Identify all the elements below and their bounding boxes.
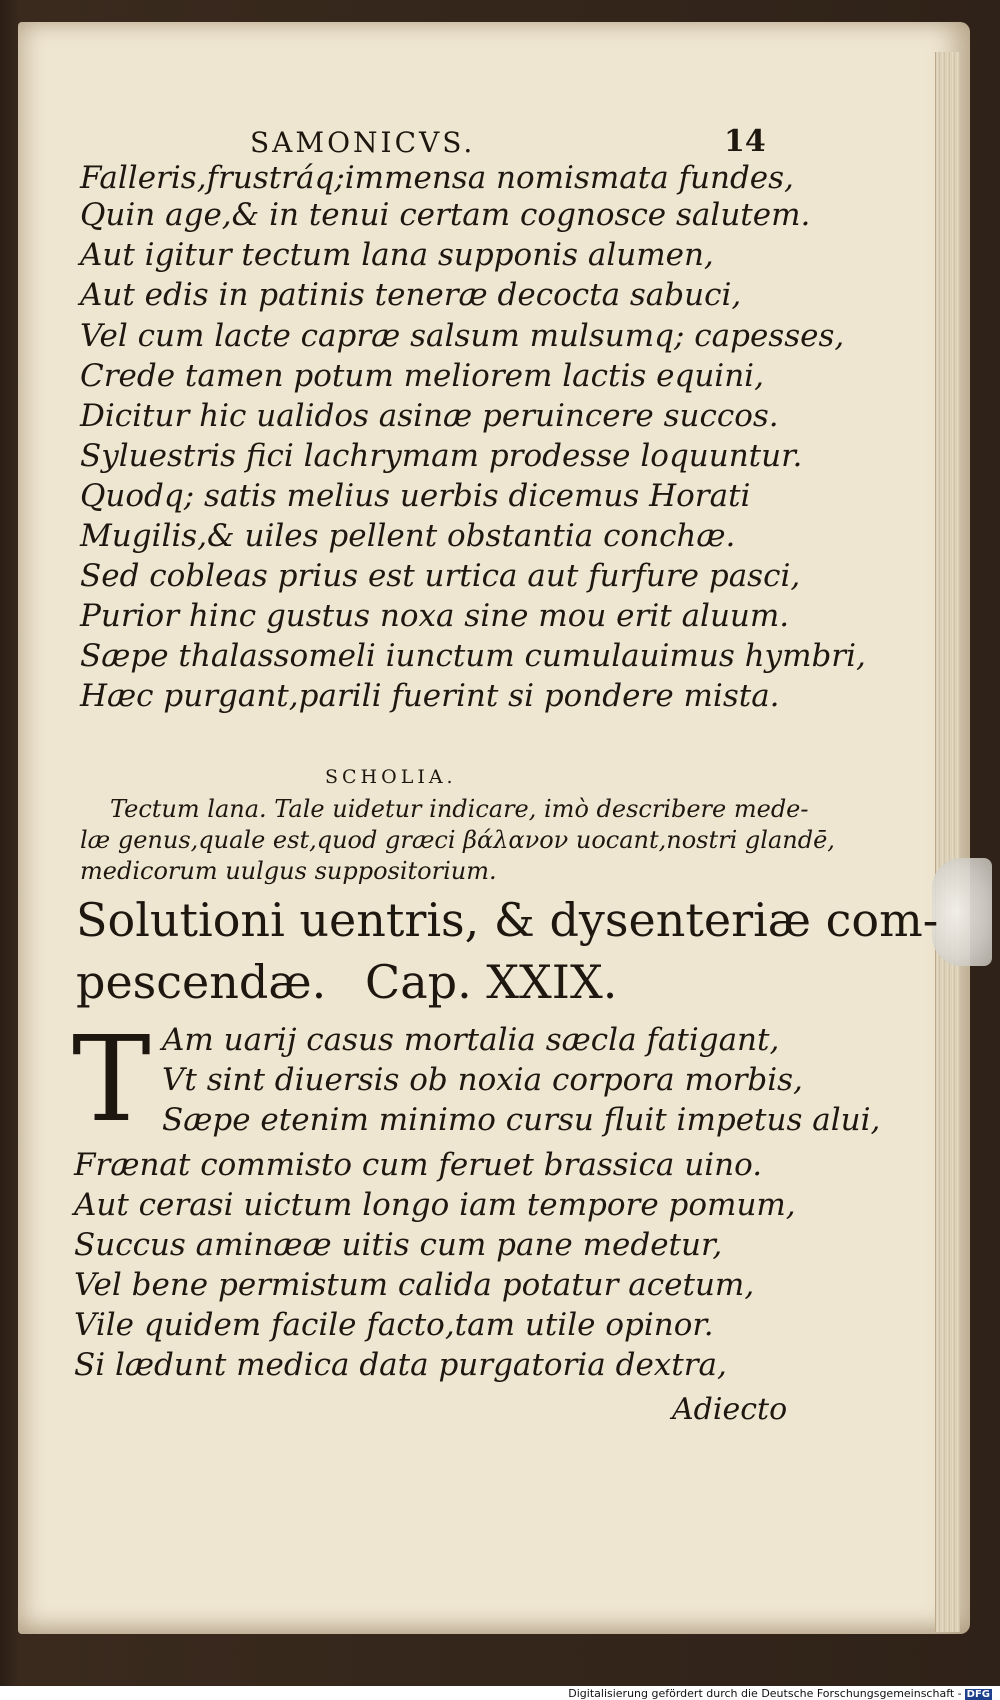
verse-line: Vel cum lacte capræ salsum mulsumq; capesses,: [80, 318, 845, 354]
verse-line: Succus aminææ uitis cum pane medetur,: [74, 1227, 723, 1263]
verse-line: Aut igitur tectum lana supponis alumen,: [80, 237, 714, 273]
verse-line: Aut cerasi uictum longo iam tempore pomum,: [74, 1187, 796, 1223]
scholia-line: medicorum uulgus suppositorium.: [80, 857, 497, 885]
page-clip: [932, 858, 992, 966]
chapter-number: Cap. XXIX.: [365, 955, 618, 1009]
verse-line: Frænat commisto cum feruet brassica uino.: [74, 1147, 763, 1183]
verse-line: Aut edis in patinis teneræ decocta sabuci,: [80, 277, 742, 313]
verse-line: Falleris,frustráq;immensa nomismata fundes,: [80, 160, 794, 196]
page-number: 14: [724, 124, 766, 159]
drop-cap-initial: T: [72, 1010, 151, 1148]
chapter-title-continued: pescendæ.: [76, 955, 327, 1009]
verse-line: Hæc purgant,parili fuerint si pondere mista.: [80, 678, 780, 714]
verse-line: Vile quidem facile facto,tam utile opinor.: [74, 1307, 714, 1343]
verse-line: Sæpe etenim minimo cursu fluit impetus alui,: [162, 1102, 881, 1138]
verse-line: Vel bene permistum calida potatur acetum,: [74, 1267, 755, 1303]
verse-line: Mugilis,& uiles pellent obstantia conchæ.: [80, 518, 736, 554]
running-head: SAMONICVS.: [250, 126, 476, 159]
scholia-line: Tectum lana. Tale uidetur indicare, imò describere mede-: [110, 795, 809, 823]
dfg-logo: DFG: [966, 1689, 990, 1700]
digitization-credit: [568, 1687, 992, 1700]
verse-line: Syluestris fici lachrymam prodesse loquuntur.: [80, 438, 803, 474]
verse-line: Purior hinc gustus noxa sine mou erit aluum.: [80, 598, 790, 634]
verse-line: Am uarij casus mortalia sæcla fatigant,: [162, 1022, 780, 1058]
catchword: Adiecto: [672, 1392, 788, 1427]
scholia-heading: SCHOLIA.: [325, 766, 457, 788]
verse-line: Dicitur hic ualidos asinæ peruincere succos.: [80, 398, 779, 434]
verse-line: Quin age,& in tenui certam cognosce salutem.: [80, 197, 811, 233]
verse-line: Sed cobleas prius est urtica aut furfure pasci,: [80, 558, 801, 594]
verse-line: Sæpe thalassomeli iunctum cumulauimus hymbri,: [80, 638, 866, 674]
scholia-line: læ genus,quale est,quod græci βάλανον uocant,nostri glandē,: [80, 826, 835, 854]
verse-line: Vt sint diuersis ob noxia corpora morbis,: [162, 1062, 803, 1098]
verse-line: Si lædunt medica data purgatoria dextra,: [74, 1347, 727, 1383]
page-edges: [935, 52, 960, 1632]
verse-line: Quodq; satis melius uerbis dicemus Horati: [80, 478, 751, 514]
chapter-title: Solutioni uentris, & dysenteriæ com-: [76, 893, 939, 947]
verse-line: Crede tamen potum meliorem lactis equini,: [80, 358, 764, 394]
credit-text: Digitalisierung gefördert durch die Deutsche Forschungsgemeinschaft -: [568, 1687, 962, 1700]
